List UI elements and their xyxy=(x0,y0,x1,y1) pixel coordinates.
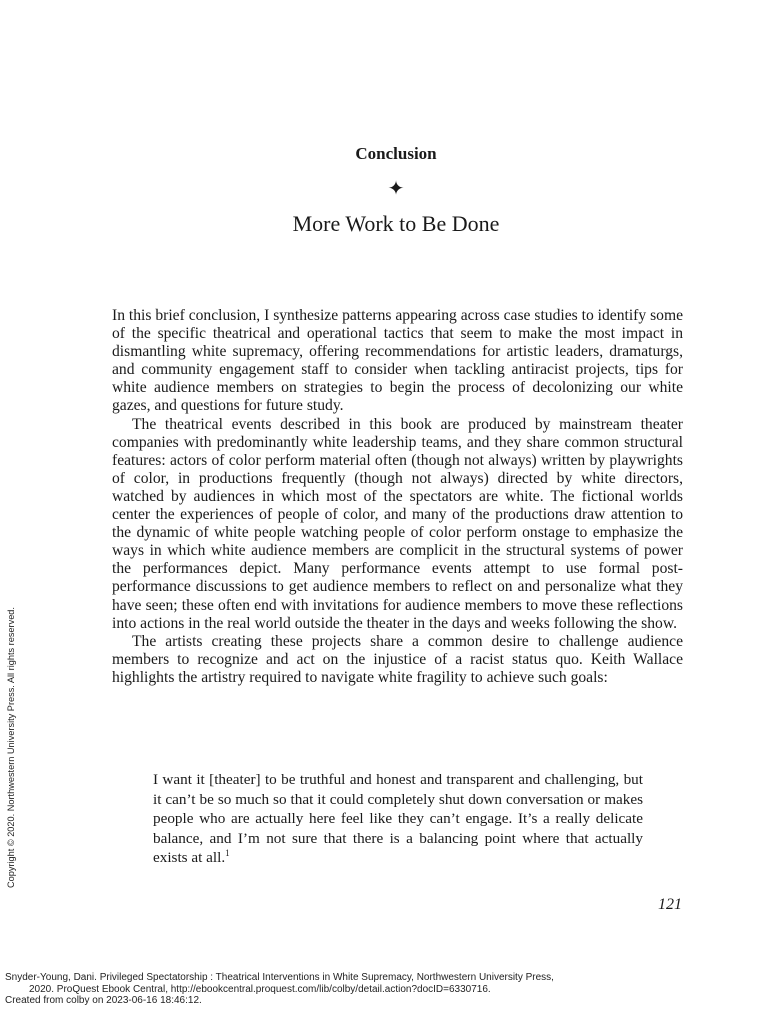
ornament-icon: ✦ xyxy=(387,178,405,200)
paragraph-artists: The artists creating these projects share a common desire to challenge audience members to recognize and act on the injustice of a racist status quo. Keith Wallace highlights the artistry required to navigate white fragility to achieve such goals: xyxy=(112,632,683,686)
paragraph-structural-features: The theatrical events described in this book are produced by mainstream theater companies with predominantly white leadership teams, and they share common structural features: actors of color perform material often (though not always) written by playwrights of color, in productions frequently (though not always) directed by white directors, watched by audiences in which most of the spectators are white. The fictional worlds center the experiences of people of color, and many of the productions draw attention to the dynamic of white people watching people of color perform onstage to emphasize the ways in which white audience members are complicit in the structural systems of power the performances depict. Many performance events attempt to use formal post-performance discussions to get audience members to reflect on and personalize what they have seen; these often end with invitations for audience members to move these reflections into actions in the real world outside the theater in the days and weeks following the show. xyxy=(112,415,683,632)
page-number: 121 xyxy=(658,896,682,913)
side-copyright-notice: Copyright © 2020. Northwestern University Press. All rights reserved. xyxy=(6,607,16,888)
chapter-label: Conclusion xyxy=(355,144,437,163)
chapter-title: More Work to Be Done xyxy=(292,211,500,236)
quote-text: I want it [theater] to be truthful and honest and transparent and challenging, but it can’t be so much so that it could completely shut down conversation or makes people who are actually here feel like they can’t engage. It’s a really delicate balance, and I’m not sure that there is a balancing point where that actually exists at all. xyxy=(153,771,643,867)
citation-footer xyxy=(5,972,725,1007)
citation-line-1: Snyder-Young, Dani. Privileged Spectatorship : Theatrical Interventions in White Supremacy, Northwestern University Press, xyxy=(5,972,554,983)
paragraph-intro: In this brief conclusion, I synthesize patterns appearing across case studies to identify some of the specific theatrical and operational tactics that seem to make the most impact in dismantling white supremacy, offering recommendations for artistic leaders, dramaturgs, and community engagement staff to consider when tackling antiracist projects, tips for white audience members on strategies to begin the process of decolonizing our white gazes, and questions for future study. xyxy=(112,307,683,415)
quote-paragraph xyxy=(153,770,643,868)
citation-line-2: 2020. ProQuest Ebook Central, http://ebookcentral.proquest.com/lib/colby/detail.action?docID=6330716. xyxy=(29,983,491,995)
footnote-marker[interactable]: 1 xyxy=(225,848,230,859)
block-quote xyxy=(153,770,643,868)
citation-line-3: Created from colby on 2023-06-16 18:46:12. xyxy=(5,995,202,1006)
body-text xyxy=(112,307,683,687)
